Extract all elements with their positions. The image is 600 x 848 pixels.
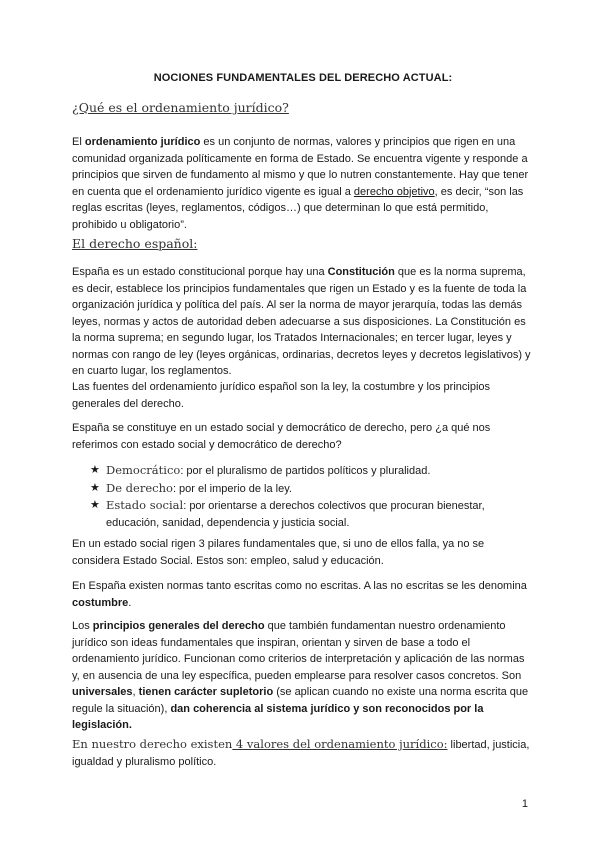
list-item <box>90 480 530 498</box>
text-run: Los <box>72 620 93 632</box>
paragraph-costumbre <box>72 578 534 611</box>
paragraph-fuentes: Las fuentes del ordenamiento jurídico español son la ley, la costumbre y los principios generales del derecho. <box>72 381 491 410</box>
page-number: 1 <box>521 798 528 810</box>
bold-term: costumbre <box>72 596 129 609</box>
text-run: libertad, justicia, igualdad y pluralismo político. <box>72 739 530 768</box>
text-run: (se aplican cuando no existe una norma escrita que regule la situación), <box>72 686 529 715</box>
bullet-term: Estado social <box>106 498 184 512</box>
list-item <box>90 462 530 480</box>
paragraph-principios-generales <box>72 618 534 734</box>
underlined-term: derecho objetivo <box>353 185 435 198</box>
bold-term: ordenamiento jurídico <box>84 136 201 148</box>
star-bullet-icon: ★ <box>90 481 100 494</box>
text-run: . <box>128 596 132 609</box>
bold-term: Constitución <box>327 266 395 278</box>
bullet-term: Democrático <box>106 463 181 477</box>
section-heading-ordenamiento: ¿Qué es el ordenamiento jurídico? <box>72 100 289 115</box>
paragraph-ordenamiento-definicion <box>72 134 534 233</box>
text-run: El <box>72 136 85 148</box>
bold-term: universales <box>72 686 133 698</box>
paragraph-pilares: En un estado social rigen 3 pilares fundamentales que, si uno de ellos falla, ya no se considera Estado Social. Estos son: empleo, salud y educación. <box>72 538 485 567</box>
bold-term: dan coherencia al sistema jurídico y son reconocidos por la legislación. <box>72 702 484 731</box>
paragraph-constitucion <box>72 264 534 380</box>
text-run: En nuestro derecho existen <box>72 737 233 751</box>
text-run: España es un estado constitucional porque hay una <box>72 266 328 278</box>
bold-term: tienen carácter supletorio <box>138 686 274 698</box>
section-heading-derecho-espanol: El derecho español: <box>72 236 198 251</box>
bold-term: principios generales del derecho <box>92 620 265 632</box>
star-bullet-icon: ★ <box>90 499 100 511</box>
page-title: NOCIONES FUNDAMENTALES DEL DERECHO ACTUAL: <box>153 72 453 84</box>
bullet-term: De derecho <box>106 480 173 495</box>
text-run: que también fundamentan nuestro ordenamiento jurídico son ideas fundamentales que inspiran, orientan y sirven de base a todo el ordenamiento jurídico. Funcionan como criterios de interpretación y aplicación de las normas y, en ausencia de una ley específica, pueden emplearse para resolver casos concretos. Son <box>72 620 525 682</box>
bullet-text: : por el imperio de la ley. <box>172 482 292 495</box>
underlined-term: 4 valores del ordenamiento jurídico: <box>232 737 448 751</box>
paragraph-estado-social-pregunta: España se constituye en un estado social y democrático de derecho, pero ¿a qué nos referimos con estado social y democrático de derecho? <box>72 422 491 451</box>
text-run: es un conjunto de normas, valores y principios que rigen en una comunidad organizada políticamente en forma de Estado. Se encuentra vigente y responde a principios que sirven de fundamento al mismo y que lo nutren constantemente. Hay que tener en cuenta que el ordenamiento jurídico vigente es igual a <box>72 136 529 198</box>
list-item <box>90 497 530 531</box>
text-run: , <box>132 686 139 698</box>
bullet-text: : por el pluralismo de partidos políticos y pluralidad. <box>180 465 431 477</box>
bullet-list <box>90 462 530 531</box>
text-run: , es decir, “son las reglas escritas (leyes, reglamentos, códigos…) que determinan lo que está permitido, prohibido u obligatorio”. <box>72 185 524 231</box>
bullet-text: : por orientarse a derechos colectivos que procuran bienestar, educación, sanidad, dependencia y justicia social. <box>106 500 485 529</box>
paragraph-valores <box>72 736 534 770</box>
text-run: que es la norma suprema, es decir, establece los principios fundamentales que rigen un Estado y es la fuente de toda la organización jurídica y política del país. Al ser la norma de mayor jerarquía, todas las demás leyes, normas y actos de autoridad deben adecuarse a sus disposiciones. La Constitución es la norma suprema; en segundo lugar, los Tratados Internacionales; en tercer lugar, leyes y normas con rango de ley (leyes orgánicas, ordinarias, decretos leyes y decretos legislativos) y en cuarto lugar, los reglamentos. <box>72 266 531 377</box>
star-bullet-icon: ★ <box>90 464 100 476</box>
text-run: En España existen normas tanto escritas como no escritas. A las no escritas se les denomina <box>72 580 527 592</box>
